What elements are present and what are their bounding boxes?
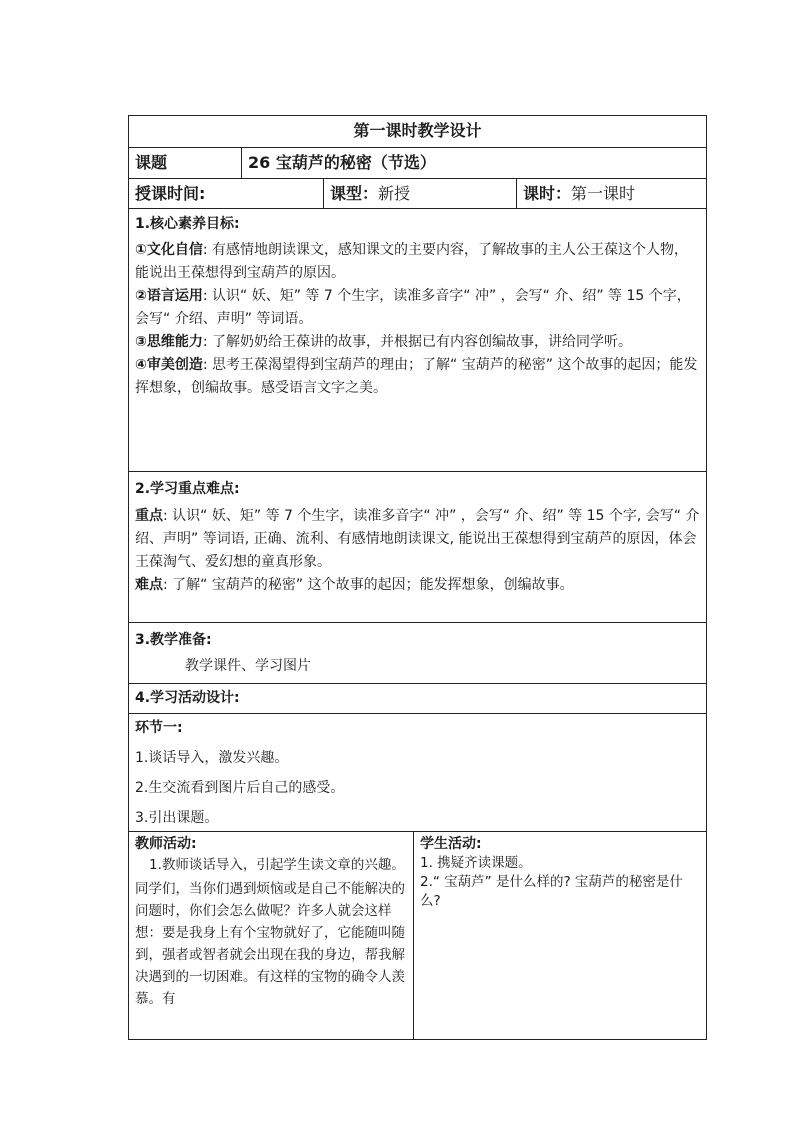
difficulty-paragraph [129,574,706,597]
focus-text: : 认识“ 妖、矩” 等 7 个生字，读准多音字“ 冲” ，会写“ 介、绍” 等 15 个字, 会写“ 介绍、声明” 等词语, 正确、流利、有感情地朗读课文, 能说出王葆想得到宝葫芦的原因，体会王葆淘气、爱幻想的童真形象。 [135,508,700,570]
period-cell [516,179,706,208]
activities-header-row [129,683,706,713]
page-title: 第一课时教学设计 [353,121,482,140]
goal-text: : 思考王葆渴望得到宝葫芦的理由；了解“ 宝葫芦的秘密” 这个故事的起因；能发挥想象，创编故事。感受语言文字之美。 [135,357,698,396]
goals-section [129,208,706,471]
goal-tag: ③思维能力 [135,334,203,350]
focus-paragraph [129,505,706,574]
period-label: 课时： [523,184,572,203]
stage1-section [129,713,706,831]
stage1-step: 1.谈话导入，激发兴趣。 [135,750,289,766]
topic-row [129,147,706,178]
student-item: 1. 携疑齐读课题。 [420,855,532,871]
keypoints-cell [129,472,706,622]
teacher-activity-cell [129,832,413,1039]
goal-item [129,239,706,285]
title-row [129,116,706,147]
lesson-type-cell [323,179,516,208]
activities-heading: 4.学习活动设计: [135,690,240,706]
teacher-intro: 1.教师谈话导入，引起学生读文章的兴趣。 [149,857,405,873]
goal-item [129,285,706,331]
student-activity-cell [413,832,706,1039]
goals-cell [129,209,706,471]
goal-item [129,354,706,400]
teacher-heading: 教师活动: [135,836,197,852]
period-value: 第一课时 [571,184,636,203]
info-row [129,178,706,208]
keypoints-heading: 2.学习重点难点: [135,481,240,497]
topic-label: 课题 [135,153,168,172]
focus-tag: 重点 [135,508,163,524]
teacher-body: 同学们，当你们遇到烦恼或是自己不能解决的问题时，你们会怎么做呢？许多人就会这样想：要是我身上有个宝物就好了，它能随叫随到，强者或智者就会出现在我的身边，帮我解决遇到的一切困难。有这样的宝物的确令人羡慕。有 [135,881,405,1007]
goal-tag: ②语言运用 [135,288,203,304]
lesson-type-label: 课型： [330,184,379,203]
goal-item [129,331,706,354]
lesson-type-value: 新授 [378,184,411,203]
lesson-plan-table [128,115,707,1040]
prep-heading: 3.教学准备: [135,632,212,648]
prep-cell [129,623,706,683]
goals-heading: 1.核心素养目标: [135,216,240,232]
goal-text: : 有感情地朗读课文，感知课文的主要内容，了解故事的主人公王葆这个人物，能说出王葆想得到宝葫芦的原因。 [135,242,689,281]
stage1-heading: 环节一: [135,720,183,736]
goal-tag: ①文化自信 [135,242,203,258]
student-item: 2.“ 宝葫芦” 是什么样的? 宝葫芦的秘密是什么? [420,874,683,909]
stage1-step: 3.引出课题。 [135,810,219,826]
student-heading: 学生活动: [420,836,482,852]
goal-text: : 认识“ 妖、矩” 等 7 个生字，读准多音字“ 冲” ，会写“ 介、绍” 等 15 个字，会写“ 介绍、声明” 等词语。 [135,288,691,327]
keypoints-section [129,471,706,622]
goal-text: : 了解奶奶给王葆讲的故事，并根据已有内容创编故事，讲给同学听。 [202,334,633,350]
prep-content: 教学课件、学习图片 [185,658,311,674]
activities-cell [129,684,706,713]
difficulty-tag: 难点 [135,577,163,593]
prep-section [129,622,706,683]
stage1-step: 2.生交流看到图片后自己的感受。 [135,780,345,796]
goal-tag: ④审美创造 [135,357,203,373]
time-label: 授课时间: [135,184,206,203]
topic-value: 26 宝葫芦的秘密（节选） [241,148,706,178]
stage1-cell [129,714,706,831]
activity-columns-row [129,831,706,1039]
difficulty-text: : 了解“ 宝葫芦的秘密” 这个故事的起因；能发挥想象，创编故事。 [163,577,574,593]
